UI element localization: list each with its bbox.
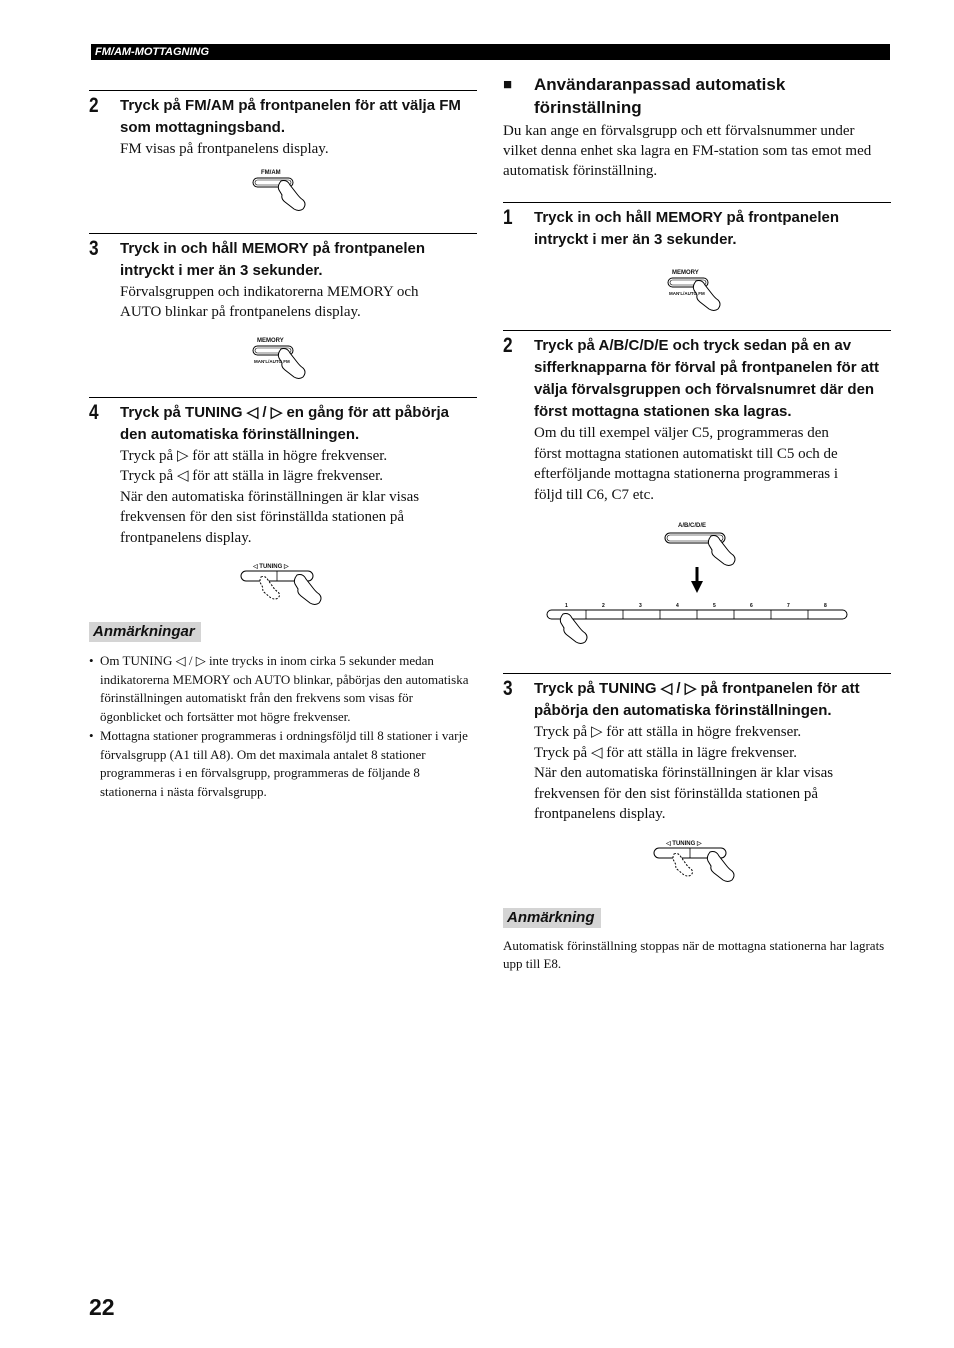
memory-button-figure — [241, 333, 311, 381]
preset-number-8: 8 — [824, 603, 827, 609]
preset-number-1: 1 — [565, 603, 568, 609]
section-title: ■ Användaranpassad automatisk förinställning — [503, 75, 786, 117]
section-header-bar — [91, 44, 890, 60]
custom-auto-preset-section — [503, 73, 891, 181]
left-step-4 — [89, 397, 477, 611]
tuning-button-label: ◁ TUNING ▷ — [253, 564, 289, 570]
step-title: Tryck på A/B/C/D/E och tryck sedan på en av sifferknapparna för förval på frontpanelen för att välja förvalsgruppen och förvalsnumret där den först mottagna stationen ska lagras. — [534, 337, 880, 420]
memory-button-sublabel: MAN'L/AUTO FM — [254, 358, 290, 364]
note-text: Automatisk förinställning stoppas när de mottagna stationerna har lagrats upp till E8. — [503, 937, 885, 971]
section-intro: Du kan ange en förvalsgrupp och ett förvalsnummer under vilket denna enhet ska lagra en FM-station som tas emot med automatisk förinställning. — [503, 123, 872, 179]
preset-number-4: 4 — [676, 603, 679, 609]
step-title: Tryck på FM/AM på frontpanelen för att välja FM som mottagningsband. — [120, 97, 461, 136]
memory-button-sublabel: MAN'L/AUTO FM — [669, 291, 705, 296]
right-column — [503, 62, 891, 974]
tuning-button-figure — [233, 560, 333, 610]
fm-am-button-label: FM/AM — [261, 169, 281, 176]
step-number: 2 — [503, 334, 513, 357]
preset-number-7: 7 — [787, 603, 790, 609]
fm-am-button-figure — [243, 164, 313, 212]
note-section — [503, 908, 891, 974]
abcde-button-label: A/B/C/D/E — [678, 523, 707, 529]
right-step-3 — [503, 673, 891, 887]
tuning-button-figure — [646, 837, 746, 887]
left-step-2 — [89, 90, 477, 212]
preset-number-3: 3 — [639, 603, 642, 609]
step-number: 3 — [503, 677, 513, 700]
step-title: Tryck in och håll MEMORY på frontpanelen intryckt i mer än 3 sekunder. — [534, 209, 840, 248]
notes-section — [89, 622, 477, 801]
section-header-label: FM/AM-MOTTAGNING — [95, 46, 210, 58]
preset-buttons-diagram — [541, 517, 851, 657]
preset-select-figure — [541, 517, 851, 657]
memory-button-label: MEMORY — [672, 270, 699, 276]
left-step-3 — [89, 233, 477, 381]
step-number: 1 — [503, 206, 513, 229]
step-title: Tryck på TUNING ◁ / ▷ en gång för att påbörja den automatiska förinställningen. — [120, 403, 449, 443]
step-title: Tryck på TUNING ◁ / ▷ på frontpanelen för att påbörja den automatiska förinställningen. — [534, 680, 860, 719]
step-body: FM visas på frontpanelens display. — [120, 141, 329, 157]
memory-button-label: MEMORY — [257, 337, 284, 344]
step-body: Förvalsgruppen och indikatorerna MEMORY och AUTO blinkar på frontpanelens display. — [120, 283, 419, 320]
step-number: 4 — [89, 400, 99, 424]
section-marker-icon: ■ — [503, 76, 513, 93]
note-item: • Mottagna stationer programmeras i ordningsföljd till 8 stationer i varje förvalsgrupp (A1 till A8). Om det maximala antalet 8 stationer programmeras i en förvalsgrupp, programmeras de följande 8 stationerna i nästa förvalsgrupp. — [89, 727, 477, 801]
step-body: Tryck på ▷ för att ställa in högre frekvenser. Tryck på ◁ för att ställa in lägre frekvenser. När den automatiska förinställningen är klar visas frekvensen för den sist förinställda stationen på frontpanelens display. — [534, 724, 834, 822]
step-number: 3 — [89, 236, 99, 260]
step-body: Tryck på ▷ för att ställa in högre frekvenser. Tryck på ◁ för att ställa in lägre frekvenser. När den automatiska förinställningen är klar visas frekvensen för den sist förinställda stationen på frontpanelens display. — [120, 447, 420, 546]
page-number: 22 — [89, 1294, 115, 1320]
notes-list — [89, 652, 477, 801]
note-item: • Om TUNING ◁ / ▷ inte trycks in inom cirka 5 sekunder medan indikatorerna MEMORY och AUTO blinkar, påbörjas den automatiska förinställningen automatiskt från den frekvens som visas för ögonblicket och fortsätter mot högre frekvenser. — [89, 652, 477, 726]
notes-heading: Anmärkningar — [89, 622, 201, 642]
step-number: 2 — [89, 94, 99, 117]
right-step-1 — [503, 202, 891, 313]
step-body: Om du till exempel väljer C5, programmeras den först mottagna stationen automatiskt till C5 och de efterföljande mottagna stationerna programmeras i följd till C6, C7 etc. — [534, 425, 839, 503]
step-title: Tryck in och håll MEMORY på frontpanelen intryckt i mer än 3 sekunder. — [120, 239, 426, 279]
right-step-2 — [503, 330, 891, 657]
preset-number-6: 6 — [750, 603, 753, 609]
preset-number-5: 5 — [713, 603, 716, 609]
left-column — [89, 62, 477, 802]
memory-button-figure — [656, 265, 726, 313]
preset-number-2: 2 — [602, 603, 605, 609]
tuning-button-label: ◁ TUNING ▷ — [666, 840, 702, 847]
note-heading: Anmärkning — [503, 908, 601, 928]
